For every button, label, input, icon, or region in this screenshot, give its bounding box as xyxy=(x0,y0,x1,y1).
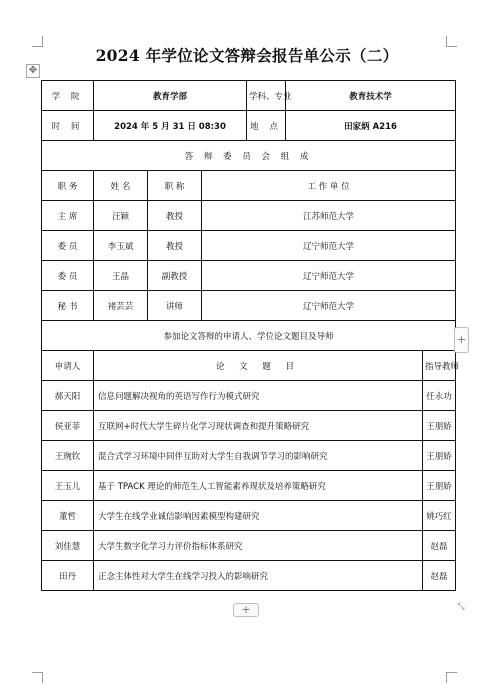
thesis-applicant[interactable]: 侯亚菲 xyxy=(42,411,94,441)
member-unit[interactable]: 江苏师范大学 xyxy=(202,201,456,231)
document-title: 2024 年学位论文答辩会报告单公示（二） xyxy=(95,46,399,65)
page-corner-mark-bottom-right xyxy=(446,672,457,683)
major-label: 学科、专业 xyxy=(247,81,286,111)
thesis-advisor[interactable]: 赵磊 xyxy=(423,531,456,561)
committee-section-row xyxy=(42,141,456,171)
member-unit[interactable]: 辽宁师范大学 xyxy=(202,291,456,321)
theses-header-row xyxy=(42,351,456,381)
member-role[interactable]: 主 席 xyxy=(42,201,94,231)
member-rank[interactable]: 教授 xyxy=(148,231,202,261)
member-rank[interactable]: 副教授 xyxy=(148,261,202,291)
committee-section-title: 答 辩 委 员 会 组 成 xyxy=(42,141,456,171)
time-label: 时 间 xyxy=(42,111,94,141)
committee-header-role: 职 务 xyxy=(42,171,94,201)
table-move-handle-icon[interactable]: ✥ xyxy=(26,64,40,78)
committee-member-row xyxy=(42,291,456,321)
thesis-title[interactable]: 信息问题解决视角的英语写作行为模式研究 xyxy=(94,381,423,411)
thesis-applicant[interactable]: 田丹 xyxy=(42,561,94,591)
thesis-advisor[interactable]: 王朋娇 xyxy=(423,471,456,501)
add-column-plus-icon[interactable]: + xyxy=(233,603,259,617)
thesis-title[interactable]: 互联网+时代大学生碎片化学习现状调查和提升策略研究 xyxy=(94,411,423,441)
thesis-row xyxy=(42,561,456,591)
member-name[interactable]: 王晶 xyxy=(94,261,148,291)
thesis-row xyxy=(42,501,456,531)
college-label: 学 院 xyxy=(42,81,94,111)
thesis-title[interactable]: 大学生数字化学习力评价指标体系研究 xyxy=(94,531,423,561)
thesis-applicant[interactable]: 刘佳慧 xyxy=(42,531,94,561)
report-table xyxy=(41,80,460,591)
page-corner-mark-bottom-left xyxy=(32,672,43,683)
thesis-advisor[interactable]: 任永功 xyxy=(423,381,456,411)
committee-header-rank: 职 称 xyxy=(148,171,202,201)
thesis-row xyxy=(42,531,456,561)
thesis-advisor[interactable]: 王朋娇 xyxy=(423,411,456,441)
theses-section-row xyxy=(42,321,456,351)
committee-header-name: 姓 名 xyxy=(94,171,148,201)
committee-member-row xyxy=(42,261,456,291)
thesis-applicant[interactable]: 王琬钦 xyxy=(42,441,94,471)
thesis-applicant[interactable]: 王玉儿 xyxy=(42,471,94,501)
thesis-row xyxy=(42,471,456,501)
theses-header-advisor: 指导教师 xyxy=(423,351,456,381)
thesis-applicant[interactable]: 董哲 xyxy=(42,501,94,531)
member-unit[interactable]: 辽宁师范大学 xyxy=(202,231,456,261)
thesis-title[interactable]: 基于 TPACK 理论的师范生人工智能素养现状及培养策略研究 xyxy=(94,471,423,501)
thesis-title[interactable]: 混合式学习环境中同伴互助对大学生自我调节学习的影响研究 xyxy=(94,441,423,471)
member-role[interactable]: 秘 书 xyxy=(42,291,94,321)
info-row-2 xyxy=(42,111,456,141)
thesis-advisor[interactable]: 王朋娇 xyxy=(423,441,456,471)
committee-member-row xyxy=(42,201,456,231)
theses-section-title: 参加论文答辩的申请人、学位论文题目及导师 xyxy=(42,321,456,351)
college-value[interactable]: 教育学部 xyxy=(94,81,247,111)
thesis-advisor[interactable]: 赵磊 xyxy=(423,561,456,591)
member-unit[interactable]: 辽宁师范大学 xyxy=(202,261,456,291)
add-row-plus-icon[interactable]: + xyxy=(454,327,469,353)
theses-header-title: 论 文 题 目 xyxy=(94,351,423,381)
time-value[interactable]: 2024 年 5 月 31 日 08:30 xyxy=(94,111,247,141)
committee-header-unit: 工 作 单 位 xyxy=(202,171,456,201)
member-rank[interactable]: 讲师 xyxy=(148,291,202,321)
major-value[interactable]: 教育技术学 xyxy=(286,81,456,111)
member-name[interactable]: 汪颖 xyxy=(94,201,148,231)
member-role[interactable]: 委 员 xyxy=(42,231,94,261)
place-label: 地 点 xyxy=(247,111,286,141)
table-resize-icon[interactable]: ⤡ xyxy=(457,602,465,612)
member-rank[interactable]: 教授 xyxy=(148,201,202,231)
theses-header-applicant: 申请人 xyxy=(42,351,94,381)
thesis-advisor[interactable]: 姚巧红 xyxy=(423,501,456,531)
thesis-row xyxy=(42,441,456,471)
place-value[interactable]: 田家炳 A216 xyxy=(286,111,456,141)
committee-header-row xyxy=(42,171,456,201)
thesis-applicant[interactable]: 郝天阳 xyxy=(42,381,94,411)
thesis-title[interactable]: 大学生在线学业诚信影响因素模型构建研究 xyxy=(94,501,423,531)
thesis-title[interactable]: 正念主体性对大学生在线学习投入的影响研究 xyxy=(94,561,423,591)
member-role[interactable]: 委 员 xyxy=(42,261,94,291)
info-row-1 xyxy=(42,81,456,111)
thesis-row xyxy=(42,381,456,411)
thesis-row xyxy=(42,411,456,441)
member-name[interactable]: 褚芸芸 xyxy=(94,291,148,321)
member-name[interactable]: 李玉斌 xyxy=(94,231,148,261)
committee-member-row xyxy=(42,231,456,261)
